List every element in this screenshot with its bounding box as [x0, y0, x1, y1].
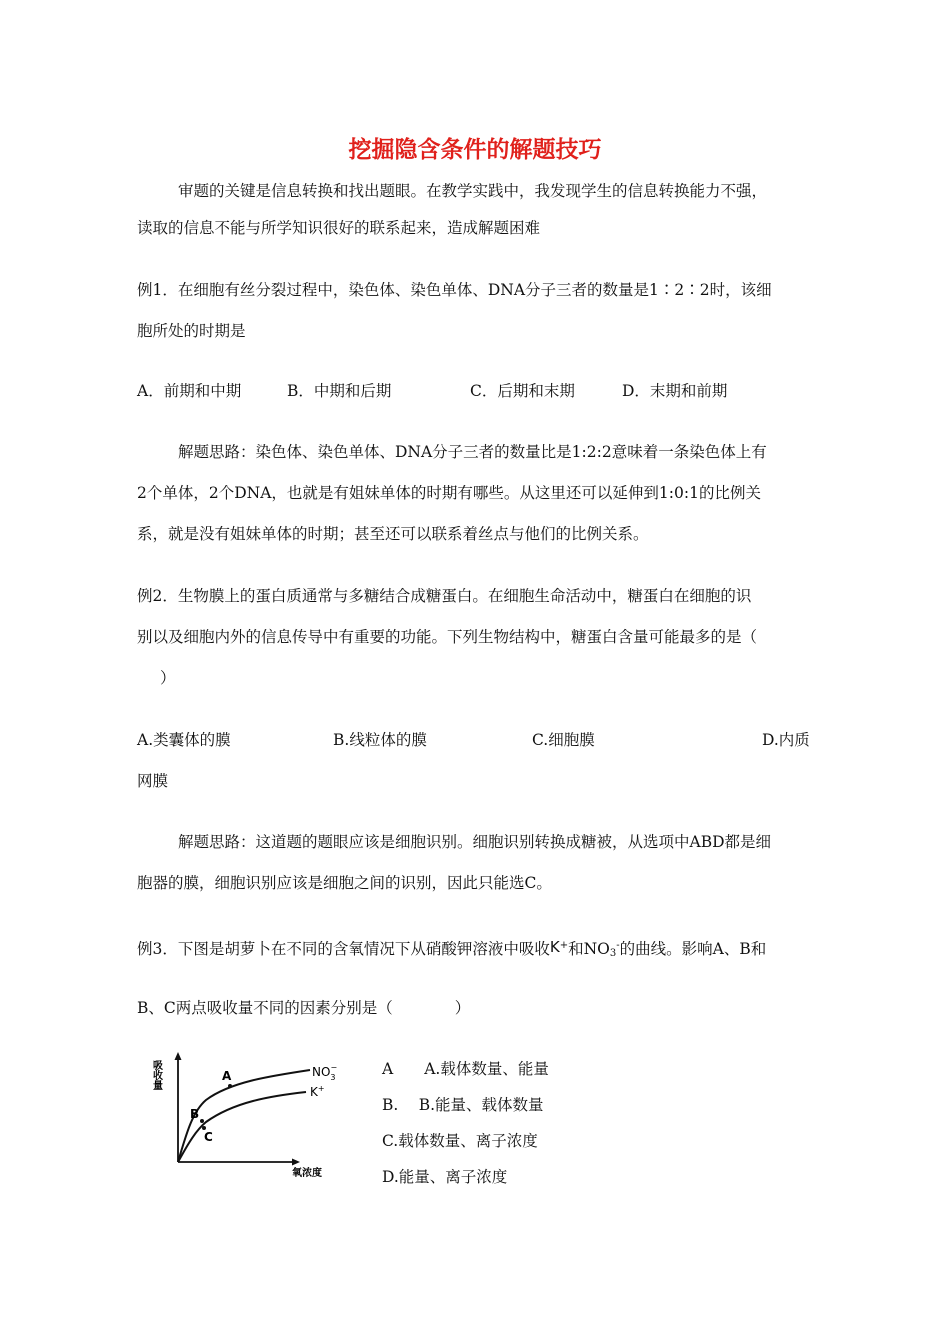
no3-curve-label: $NO_3-$ — [312, 1063, 338, 1082]
ex1-option-d: D．末期和前期 — [622, 382, 728, 400]
ex2-question-line-1: 例2．生物膜上的蛋白质通常与多糖结合成糖蛋白。在细胞生命活动中，糖蛋白在细胞的识 — [137, 587, 752, 605]
no3-charge: - — [616, 940, 620, 951]
ex3-option-d: D.能量、离子浓度 — [382, 1168, 508, 1186]
k-curve — [178, 1092, 306, 1162]
point-c-label: C — [204, 1130, 213, 1144]
point-b-label: B — [190, 1107, 200, 1121]
ex3-question-line-1 — [137, 935, 766, 965]
k-curve-label: K+ — [310, 1084, 325, 1099]
ex2-option-d: D.内质 — [762, 731, 810, 749]
k-ion-symbol: K — [549, 938, 560, 956]
x-axis-label: 氧浓度 — [292, 1168, 322, 1179]
absorption-curve-figure — [150, 1050, 350, 1180]
ex1-answer-line-3: 系，就是没有姐妹单体的时期；甚至还可以联系着丝点与他们的比例关系。 — [137, 525, 649, 543]
ex3-option-b: B. B.能量、载体数量 — [382, 1096, 544, 1114]
ex1-answer-line-1: 解题思路：染色体、染色单体、DNA分子三者的数量比是1:2:2意味着一条染色体上有 — [178, 443, 767, 461]
x-axis-arrow — [292, 1159, 300, 1166]
intro-line-1: 审题的关键是信息转换和找出题眼。在教学实践中，我发现学生的信息转换能力不强， — [178, 182, 768, 200]
ex3-question-line-2: B、C两点吸收量不同的因素分别是（ ） — [137, 999, 471, 1017]
y-axis-arrow — [175, 1052, 182, 1060]
ex3-question-text-a: 例3．下图是胡萝卜在不同的含氧情况下从硝酸钾溶液中吸收 — [137, 940, 550, 958]
ex1-option-c: C．后期和末期 — [470, 382, 575, 400]
ex3-option-a: A A.载体数量、能量 — [382, 1060, 549, 1078]
point-a-marker — [228, 1084, 232, 1088]
ex2-option-d-wrap: 网膜 — [137, 772, 169, 790]
ex1-answer-line-2: 2个单体，2个DNA，也就是有姐妹单体的时期有哪些。从这里还可以延伸到1:0:1的比例关 — [137, 484, 761, 502]
y-axis-label: 吸收量 — [150, 1060, 162, 1090]
ex2-option-b: B.线粒体的膜 — [333, 731, 427, 749]
ex2-option-c: C.细胞膜 — [532, 731, 595, 749]
ex3-question-text-b: 和NO — [568, 940, 610, 958]
ex1-option-a: A．前期和中期 — [137, 382, 242, 400]
ex1-option-b: B．中期和后期 — [287, 382, 392, 400]
ex2-question-line-2: 别以及细胞内外的信息传导中有重要的功能。下列生物结构中，糖蛋白含量可能最多的是（ — [137, 628, 758, 646]
ex2-option-a: A.类囊体的膜 — [137, 731, 231, 749]
ex3-question-text-c: 的曲线。影响A、B和 — [619, 940, 767, 958]
intro-line-2: 读取的信息不能与所学知识很好的联系起来，造成解题困难 — [137, 219, 541, 237]
point-b-marker — [200, 1119, 204, 1123]
k-ion-charge: + — [559, 940, 569, 951]
ex2-question-line-3: ） — [160, 669, 176, 687]
point-a-label: A — [222, 1069, 232, 1083]
no3-subscript: 3 — [609, 948, 617, 959]
ex2-answer-line-2: 胞器的膜，细胞识别应该是细胞之间的识别，因此只能选C。 — [137, 874, 552, 892]
ex3-option-c: C.载体数量、离子浓度 — [382, 1132, 538, 1150]
ex1-question-line-1: 例1．在细胞有丝分裂过程中，染色体、染色单体、DNA分子三者的数量是1∶2∶2时，该细 — [137, 281, 772, 299]
ex1-question-line-2: 胞所处的时期是 — [137, 322, 246, 340]
document-title: 挖掘隐含条件的解题技巧 — [348, 137, 602, 163]
ex2-answer-line-1: 解题思路：这道题的题眼应该是细胞识别。细胞识别转换成糖被，从选项中ABD都是细 — [178, 833, 772, 851]
